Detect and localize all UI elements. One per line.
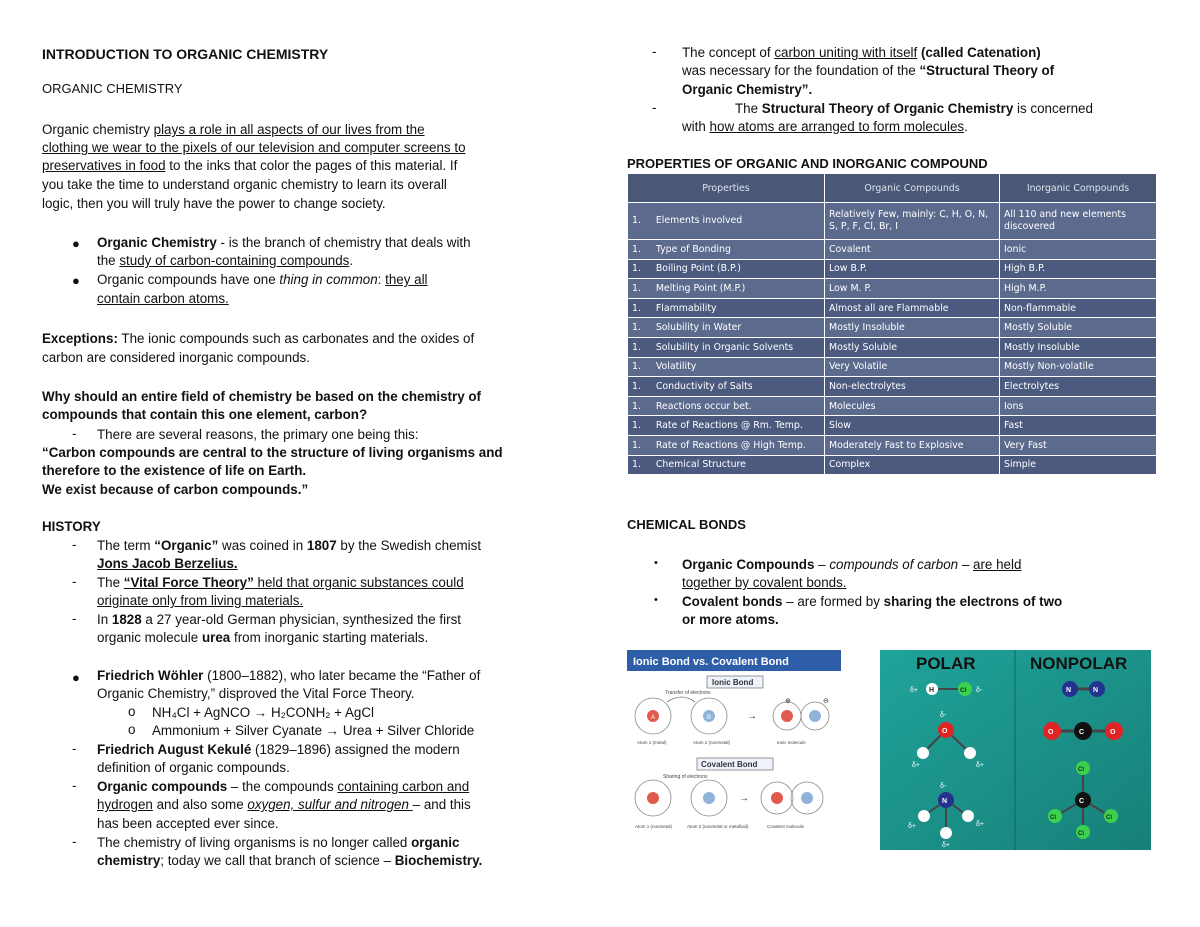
inorganic-cell: Mostly Insoluble: [1000, 337, 1157, 357]
organic-cell: Low B.P.: [825, 259, 1000, 279]
property-cell: 1. Boiling Point (B.P.): [628, 259, 825, 279]
dash-marker: -: [652, 100, 657, 115]
organic-cell: Slow: [825, 416, 1000, 436]
bonds-bullet-2: Covalent bonds – are formed by sharing the electrons of two: [682, 594, 1063, 609]
organic-compounds-line-2: hydrogen and also some oxygen, sulfur and nitrogen – and this: [97, 797, 471, 812]
circle-bullet-icon: o: [128, 722, 136, 737]
nonpolar-title: NONPOLAR: [1030, 654, 1128, 673]
table-header-cell: Inorganic Compounds: [1000, 174, 1157, 203]
equation-formula: NH₄Cl + AgNCO → H₂CONH₂ + AgCl: [152, 705, 374, 720]
table-row: [628, 396, 1157, 416]
delta-label: δ+: [976, 762, 984, 769]
dash-marker: -: [72, 778, 77, 793]
inorganic-cell: Simple: [1000, 455, 1157, 475]
atom-label: O: [942, 728, 948, 735]
biochemistry-line-1: The chemistry of living organisms is no longer called organic: [97, 835, 460, 850]
organic-cell: Non-electrolytes: [825, 377, 1000, 397]
hydrogen-atom-icon: [917, 747, 929, 759]
atom-label: Cl: [1078, 767, 1084, 773]
delta-label: δ+: [976, 821, 984, 828]
history-item-3: In 1828 a 27 year-old German physician, synthesized the first: [97, 612, 461, 627]
hydrogen-atom-icon: [918, 810, 930, 822]
organic-cell: Covalent: [825, 240, 1000, 260]
chemical-bonds-heading: CHEMICAL BONDS: [627, 517, 746, 532]
property-cell: 1. Melting Point (M.P.): [628, 279, 825, 299]
property-cell: 1. Rate of Reactions @ High Temp.: [628, 435, 825, 455]
atom-label: C: [1079, 729, 1085, 736]
history-item-2: The “Vital Force Theory” held that organic substances could: [97, 575, 464, 590]
structural-theory-line-2: with how atoms are arranged to form molecules.: [682, 119, 968, 134]
equation-words: Ammonium + Silver Cyanate → Urea + Silver Chloride: [152, 723, 475, 738]
why-question-1: Why should an entire field of chemistry be based on the chemistry of: [42, 389, 481, 404]
covalent-molecule-label: Covalent molecule: [767, 824, 805, 829]
transfer-label: Transfer of electrons: [665, 690, 711, 696]
table-row: [628, 318, 1157, 338]
intro-line-2: clothing we wear to the pixels of our television and computer screens to: [42, 140, 466, 155]
bonds-bullet-1-cont: together by covalent bonds.: [682, 575, 847, 590]
table-row: [628, 337, 1157, 357]
table-row: [628, 203, 1157, 240]
table-row: [628, 377, 1157, 397]
atom-label: N: [942, 798, 948, 805]
property-cell: 1. Flammability: [628, 298, 825, 318]
hydrogen-atom-icon: [964, 747, 976, 759]
organic-compounds-line-1: Organic compounds – the compounds containing carbon and: [97, 779, 470, 794]
table-row: [628, 279, 1157, 299]
organic-cell: Almost all are Flammable: [825, 298, 1000, 318]
inorganic-cell: Ionic: [1000, 240, 1157, 260]
inorganic-cell: Mostly Soluble: [1000, 318, 1157, 338]
delta-label: δ-: [976, 687, 983, 694]
bullet-organic-chemistry: Organic Chemistry - is the branch of chemistry that deals with: [97, 235, 471, 250]
delta-label: δ+: [912, 762, 920, 769]
dash-marker: -: [72, 574, 77, 589]
dash-marker: -: [652, 44, 657, 59]
atom-a-label: A: [651, 715, 656, 721]
bullet-organic-compounds: Organic compounds have one thing in common: they all: [97, 272, 428, 287]
history-item-3-cont: organic molecule urea from inorganic starting materials.: [97, 630, 429, 645]
arrow-icon: →: [739, 793, 749, 804]
property-cell: 1. Conductivity of Salts: [628, 377, 825, 397]
table-row: [628, 435, 1157, 455]
why-answer-3: We exist because of carbon compounds.”: [42, 482, 309, 497]
exceptions-line-1: Exceptions: The ionic compounds such as carbonates and the oxides of: [42, 331, 475, 346]
intro-line-4: you take the time to understand organic chemistry to learn its overall: [42, 177, 447, 192]
catenation-line-1: The concept of carbon uniting with itself (called Catenation): [682, 45, 1041, 60]
ionic-bond-label: Ionic Bond: [712, 678, 754, 687]
bullet-icon: ●: [72, 236, 80, 251]
atom-label: O: [1110, 729, 1116, 736]
atom-label: H: [929, 687, 935, 694]
property-cell: 1. Elements involved: [628, 203, 825, 240]
history-item-1: The term “Organic” was coined in 1807 by the Swedish chemist: [97, 538, 482, 553]
delta-label: δ+: [910, 687, 918, 694]
kekule-line-2: definition of organic compounds.: [97, 760, 290, 775]
atom-b-label: B: [707, 715, 712, 721]
bonds-bullet-2-cont: or more atoms.: [682, 612, 779, 627]
atom-b-icon: [801, 792, 813, 804]
history-item-1-cont: Jons Jacob Berzelius.: [97, 556, 238, 571]
table-heading: PROPERTIES OF ORGANIC AND INORGANIC COMPOUND: [627, 156, 988, 171]
organic-cell: Complex: [825, 455, 1000, 475]
table-header-row: [628, 174, 1157, 203]
bullet-icon: •: [654, 557, 658, 569]
table-row: [628, 240, 1157, 260]
hydrogen-atom-icon: [962, 810, 974, 822]
delta-label: δ-: [940, 783, 947, 790]
hydrogen-atom-icon: [940, 827, 952, 839]
inorganic-cell: High B.P.: [1000, 259, 1157, 279]
dash-marker: -: [72, 611, 77, 626]
atom-b-icon: [703, 792, 715, 804]
bullet-icon: ●: [72, 273, 80, 288]
atom-label: Cl: [1106, 815, 1112, 821]
section-heading-organic-chemistry: ORGANIC CHEMISTRY: [42, 81, 183, 96]
bullet-icon: •: [654, 594, 658, 606]
property-cell: 1. Solubility in Water: [628, 318, 825, 338]
intro-line-1: Organic chemistry plays a role in all aspects of our lives from the: [42, 122, 425, 137]
organic-cell: Mostly Insoluble: [825, 318, 1000, 338]
property-cell: 1. Volatility: [628, 357, 825, 377]
atom-label: Cl: [960, 687, 967, 694]
properties-table: [627, 173, 1157, 475]
why-dash: There are several reasons, the primary one being this:: [97, 427, 419, 442]
kekule-line-1: Friedrich August Kekulé (1829–1896) assigned the modern: [97, 742, 460, 757]
inorganic-cell: Fast: [1000, 416, 1157, 436]
table-row: [628, 416, 1157, 436]
why-answer-1: “Carbon compounds are central to the structure of living organisms and: [42, 445, 503, 460]
organic-cell: Moderately Fast to Explosive: [825, 435, 1000, 455]
atom-label: C: [1079, 798, 1085, 805]
organic-cell: Relatively Few, mainly: C, H, O, N, S, P, F, Cl, Br, I: [825, 203, 1000, 240]
table-row: [628, 357, 1157, 377]
sharing-label: Sharing of electrons: [663, 774, 708, 780]
dash-marker: -: [72, 834, 77, 849]
table-header-cell: Organic Compounds: [825, 174, 1000, 203]
atom-label: O: [1048, 729, 1054, 736]
why-question-2: compounds that contain this one element, carbon?: [42, 407, 368, 422]
exceptions-line-2: carbon are considered inorganic compounds.: [42, 350, 310, 365]
property-cell: 1. Solubility in Organic Solvents: [628, 337, 825, 357]
atom-b-icon: [809, 710, 821, 722]
atom1-nonmetal-label: Atom 1 (nonmetal): [635, 824, 673, 829]
figure-title: Ionic Bond vs. Covalent Bond: [633, 656, 789, 668]
inorganic-cell: Non-flammable: [1000, 298, 1157, 318]
atom2-nonmetal-label: Atom 2 (nonmetal): [693, 740, 731, 745]
why-answer-2: therefore to the existence of life on Earth.: [42, 463, 307, 478]
ionic-molecule-label: Ionic molecule: [777, 740, 806, 745]
inorganic-cell: All 110 and new elements discovered: [1000, 203, 1157, 240]
table-row: [628, 455, 1157, 475]
intro-line-5: logic, then you will truly have the power to change society.: [42, 196, 386, 211]
organic-cell: Molecules: [825, 396, 1000, 416]
atom1-metal-label: Atom 1 (metal): [637, 740, 667, 745]
inorganic-cell: High M.P.: [1000, 279, 1157, 299]
bullet-organic-chemistry-cont: the study of carbon-containing compounds.: [97, 253, 354, 268]
minus-icon: ⊖: [823, 698, 829, 705]
bonds-bullet-1: Organic Compounds – compounds of carbon – are held: [682, 557, 1022, 572]
atom-label: N: [1093, 687, 1099, 694]
organic-cell: Low M. P.: [825, 279, 1000, 299]
intro-line-3: preservatives in food to the inks that color the pages of this material. If: [42, 158, 458, 173]
delta-label: δ+: [942, 842, 950, 849]
structural-theory-line-1: The Structural Theory of Organic Chemistry is concerned: [735, 101, 1093, 116]
polar-title: POLAR: [916, 654, 976, 673]
inorganic-cell: Electrolytes: [1000, 377, 1157, 397]
covalent-bond-label: Covalent Bond: [701, 760, 758, 769]
organic-compounds-line-3: has been accepted ever since.: [97, 816, 279, 831]
atom-label: Cl: [1050, 815, 1056, 821]
catenation-line-2: was necessary for the foundation of the “Structural Theory of: [682, 63, 1055, 78]
arrow-icon: →: [747, 711, 757, 722]
bullet-organic-compounds-cont: contain carbon atoms.: [97, 291, 229, 306]
atom-a-icon: [647, 792, 659, 804]
dash-marker: -: [72, 741, 77, 756]
inorganic-cell: Mostly Non-volatile: [1000, 357, 1157, 377]
property-cell: 1. Type of Bonding: [628, 240, 825, 260]
biochemistry-line-2: chemistry; today we call that branch of science – Biochemistry.: [97, 853, 483, 868]
organic-cell: Mostly Soluble: [825, 337, 1000, 357]
property-cell: 1. Chemical Structure: [628, 455, 825, 475]
property-cell: 1. Rate of Reactions @ Rm. Temp.: [628, 416, 825, 436]
ionic-covalent-figure: [627, 650, 841, 850]
wohler-line-2: Organic Chemistry,” disproved the Vital Force Theory.: [97, 686, 415, 701]
delta-label: δ-: [940, 712, 947, 719]
inorganic-cell: Very Fast: [1000, 435, 1157, 455]
polar-nonpolar-figure: [880, 650, 1151, 850]
dash-marker: -: [72, 426, 77, 441]
organic-cell: Very Volatile: [825, 357, 1000, 377]
catenation-line-3: Organic Chemistry”.: [682, 82, 813, 97]
atom-label: N: [1066, 687, 1072, 694]
property-cell: 1. Reactions occur bet.: [628, 396, 825, 416]
inorganic-cell: Ions: [1000, 396, 1157, 416]
atom2-metalloid-label: Atom 2 (nonmetal or metalloid): [687, 824, 749, 829]
table-row: [628, 259, 1157, 279]
circle-bullet-icon: o: [128, 704, 136, 719]
history-item-2-cont: originate only from living materials.: [97, 593, 304, 608]
table-header-cell: Properties: [628, 174, 825, 203]
table-row: [628, 298, 1157, 318]
wohler-line-1: Friedrich Wöhler (1800–1882), who later became the “Father of: [97, 668, 481, 683]
atom-a-icon: [771, 792, 783, 804]
history-heading: HISTORY: [42, 519, 101, 534]
atom-a-icon: [781, 710, 793, 722]
plus-icon: ⊕: [785, 698, 791, 705]
page-title: INTRODUCTION TO ORGANIC CHEMISTRY: [42, 46, 329, 62]
delta-label: δ+: [908, 823, 916, 830]
dash-marker: -: [72, 537, 77, 552]
bullet-icon: ●: [72, 670, 80, 685]
atom-label: Cl: [1078, 831, 1084, 837]
